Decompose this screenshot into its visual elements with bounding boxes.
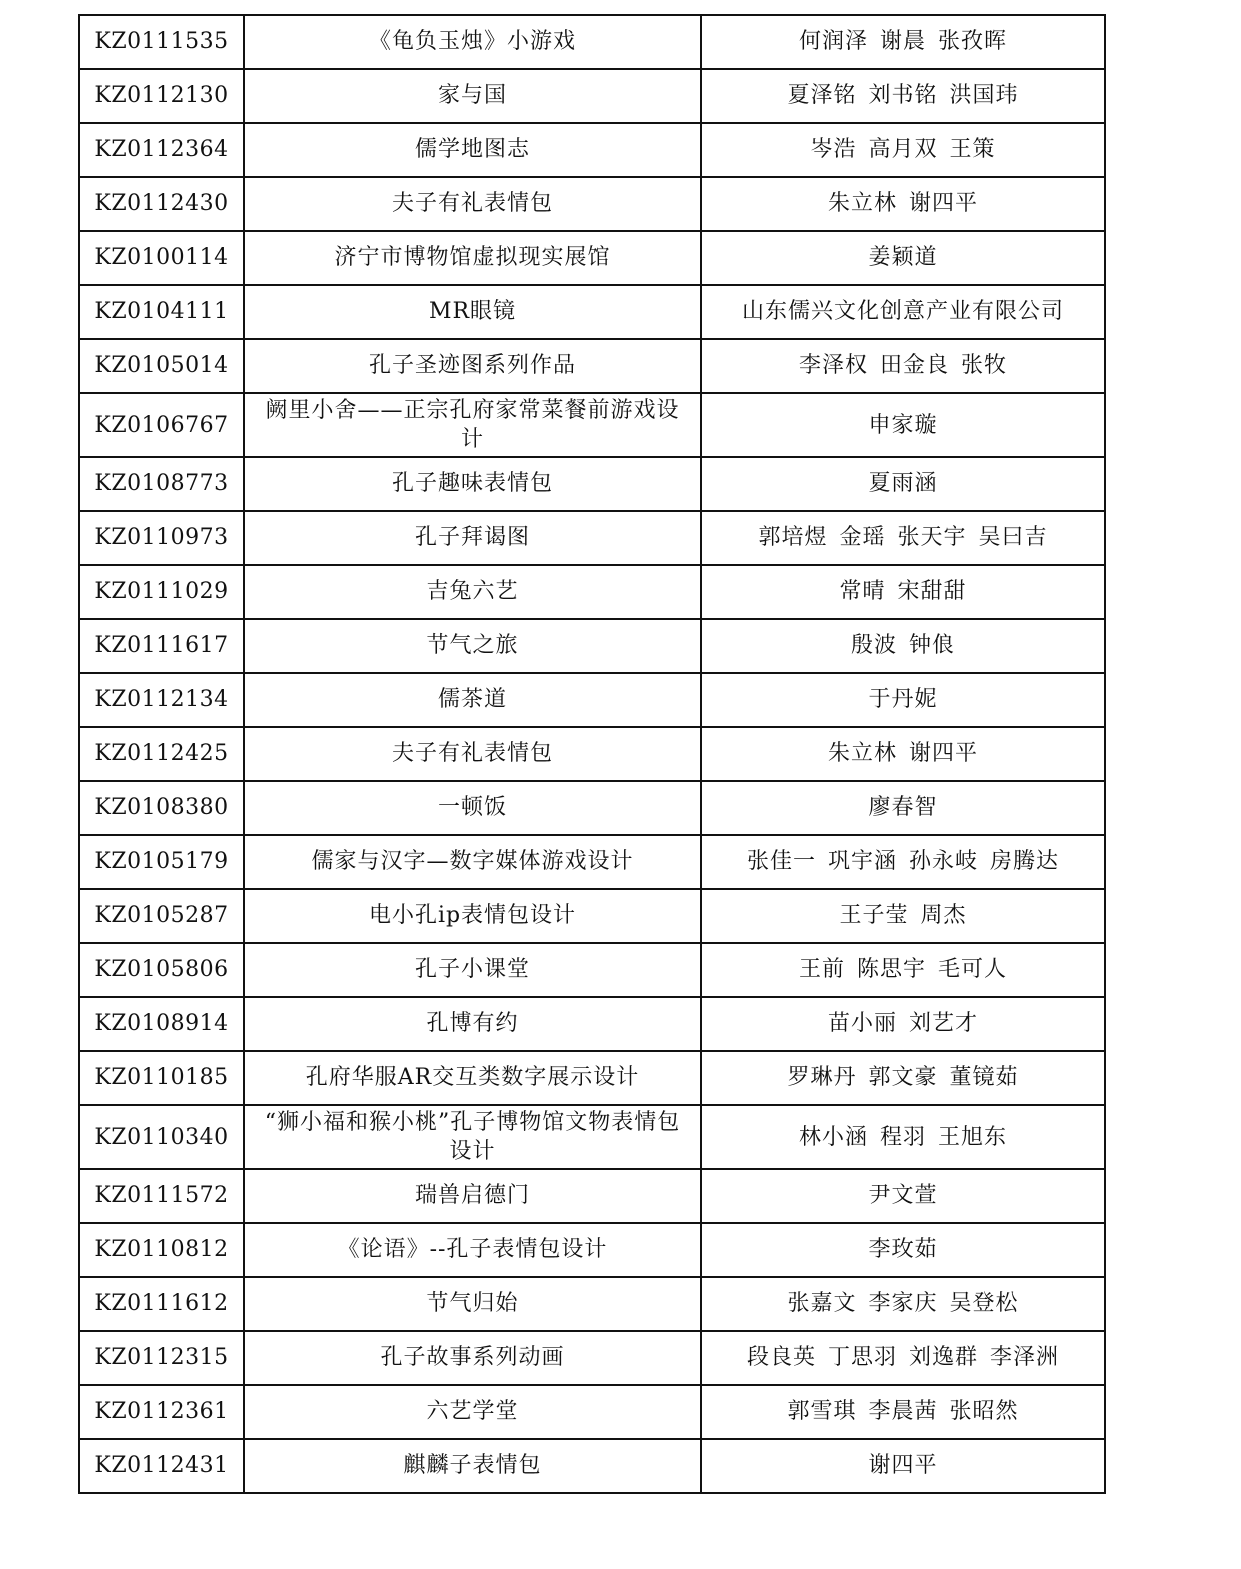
entry-code-cell: KZ0112130	[79, 69, 244, 123]
work-title-cell: 六艺学堂	[244, 1385, 701, 1439]
work-title-cell: 孔博有约	[244, 997, 701, 1051]
entry-code-cell: KZ0108914	[79, 997, 244, 1051]
authors-cell: 于丹妮	[701, 673, 1105, 727]
entry-code-cell: KZ0111617	[79, 619, 244, 673]
table-row	[79, 339, 1105, 393]
entry-code-cell: KZ0108773	[79, 457, 244, 511]
table-row	[79, 997, 1105, 1051]
work-title-cell: 一顿饭	[244, 781, 701, 835]
entry-code-cell: KZ0112425	[79, 727, 244, 781]
table-row	[79, 231, 1105, 285]
work-title-cell: “狮小福和猴小桃”孔子博物馆文物表情包设计	[244, 1105, 701, 1169]
table-row	[79, 565, 1105, 619]
work-title-cell: 孔府华服AR交互类数字展示设计	[244, 1051, 701, 1105]
table-row	[79, 1439, 1105, 1493]
entry-code-cell: KZ0108380	[79, 781, 244, 835]
entry-code-cell: KZ0110185	[79, 1051, 244, 1105]
table-row	[79, 1331, 1105, 1385]
table-row	[79, 1051, 1105, 1105]
authors-cell: 何润泽 谢晨 张孜晖	[701, 15, 1105, 69]
table-row	[79, 285, 1105, 339]
work-title-cell: 电小孔ip表情包设计	[244, 889, 701, 943]
work-title-cell: 济宁市博物馆虚拟现实展馆	[244, 231, 701, 285]
table-row	[79, 727, 1105, 781]
work-title-cell: 夫子有礼表情包	[244, 727, 701, 781]
authors-cell: 朱立林 谢四平	[701, 177, 1105, 231]
table-body	[79, 15, 1105, 1493]
work-title-cell: 夫子有礼表情包	[244, 177, 701, 231]
entry-code-cell: KZ0106767	[79, 393, 244, 457]
authors-cell: 姜颖道	[701, 231, 1105, 285]
entry-code-cell: KZ0112430	[79, 177, 244, 231]
award-list-table-container	[78, 14, 1104, 1494]
work-title-cell: 麒麟子表情包	[244, 1439, 701, 1493]
entry-code-cell: KZ0111612	[79, 1277, 244, 1331]
work-title-cell: 儒茶道	[244, 673, 701, 727]
authors-cell: 李泽权 田金良 张牧	[701, 339, 1105, 393]
authors-cell: 谢四平	[701, 1439, 1105, 1493]
work-title-cell: 孔子圣迹图系列作品	[244, 339, 701, 393]
authors-cell: 林小涵 程羽 王旭东	[701, 1105, 1105, 1169]
authors-cell: 张佳一 巩宇涵 孙永岐 房腾达	[701, 835, 1105, 889]
authors-cell: 段良英 丁思羽 刘逸群 李泽洲	[701, 1331, 1105, 1385]
authors-cell: 张嘉文 李家庆 吴登松	[701, 1277, 1105, 1331]
table-row	[79, 1385, 1105, 1439]
entry-code-cell: KZ0112361	[79, 1385, 244, 1439]
authors-cell: 尹文萱	[701, 1169, 1105, 1223]
entry-code-cell: KZ0110812	[79, 1223, 244, 1277]
work-title-cell: 孔子趣味表情包	[244, 457, 701, 511]
table-row	[79, 943, 1105, 997]
authors-cell: 郭培煜 金瑶 张天宇 吴曰吉	[701, 511, 1105, 565]
authors-cell: 山东儒兴文化创意产业有限公司	[701, 285, 1105, 339]
table-row	[79, 69, 1105, 123]
work-title-cell: MR眼镜	[244, 285, 701, 339]
entry-code-cell: KZ0105014	[79, 339, 244, 393]
authors-cell: 苗小丽 刘艺才	[701, 997, 1105, 1051]
entry-code-cell: KZ0112315	[79, 1331, 244, 1385]
work-title-cell: 儒家与汉字—数字媒体游戏设计	[244, 835, 701, 889]
work-title-cell: 阙里小舍——正宗孔府家常菜餐前游戏设计	[244, 393, 701, 457]
award-list-table	[78, 14, 1106, 1494]
table-row	[79, 1169, 1105, 1223]
authors-cell: 岑浩 高月双 王策	[701, 123, 1105, 177]
table-row	[79, 457, 1105, 511]
entry-code-cell: KZ0105287	[79, 889, 244, 943]
work-title-cell: 孔子小课堂	[244, 943, 701, 997]
entry-code-cell: KZ0111535	[79, 15, 244, 69]
work-title-cell: 瑞兽启德门	[244, 1169, 701, 1223]
entry-code-cell: KZ0111572	[79, 1169, 244, 1223]
table-row	[79, 393, 1105, 457]
table-row	[79, 1105, 1105, 1169]
work-title-cell: 孔子拜谒图	[244, 511, 701, 565]
entry-code-cell: KZ0105806	[79, 943, 244, 997]
work-title-cell: 吉兔六艺	[244, 565, 701, 619]
work-title-cell: 儒学地图志	[244, 123, 701, 177]
entry-code-cell: KZ0112134	[79, 673, 244, 727]
table-row	[79, 1277, 1105, 1331]
table-row	[79, 15, 1105, 69]
work-title-cell: 《论语》--孔子表情包设计	[244, 1223, 701, 1277]
authors-cell: 常晴 宋甜甜	[701, 565, 1105, 619]
authors-cell: 廖春智	[701, 781, 1105, 835]
table-row	[79, 673, 1105, 727]
entry-code-cell: KZ0100114	[79, 231, 244, 285]
work-title-cell: 家与国	[244, 69, 701, 123]
table-row	[79, 123, 1105, 177]
authors-cell: 殷波 钟俍	[701, 619, 1105, 673]
table-row	[79, 177, 1105, 231]
table-row	[79, 889, 1105, 943]
table-row	[79, 619, 1105, 673]
table-row	[79, 511, 1105, 565]
entry-code-cell: KZ0110340	[79, 1105, 244, 1169]
entry-code-cell: KZ0112364	[79, 123, 244, 177]
work-title-cell: 孔子故事系列动画	[244, 1331, 701, 1385]
authors-cell: 罗琳丹 郭文豪 董镜茹	[701, 1051, 1105, 1105]
authors-cell: 郭雪琪 李晨茜 张昭然	[701, 1385, 1105, 1439]
authors-cell: 李玫茹	[701, 1223, 1105, 1277]
entry-code-cell: KZ0112431	[79, 1439, 244, 1493]
authors-cell: 王前 陈思宇 毛可人	[701, 943, 1105, 997]
authors-cell: 夏泽铭 刘书铭 洪国玮	[701, 69, 1105, 123]
entry-code-cell: KZ0110973	[79, 511, 244, 565]
authors-cell: 朱立林 谢四平	[701, 727, 1105, 781]
authors-cell: 王子莹 周杰	[701, 889, 1105, 943]
authors-cell: 夏雨涵	[701, 457, 1105, 511]
authors-cell: 申家璇	[701, 393, 1105, 457]
work-title-cell: 节气之旅	[244, 619, 701, 673]
entry-code-cell: KZ0104111	[79, 285, 244, 339]
work-title-cell: 节气归始	[244, 1277, 701, 1331]
table-row	[79, 1223, 1105, 1277]
work-title-cell: 《龟负玉烛》小游戏	[244, 15, 701, 69]
table-row	[79, 835, 1105, 889]
entry-code-cell: KZ0105179	[79, 835, 244, 889]
table-row	[79, 781, 1105, 835]
entry-code-cell: KZ0111029	[79, 565, 244, 619]
